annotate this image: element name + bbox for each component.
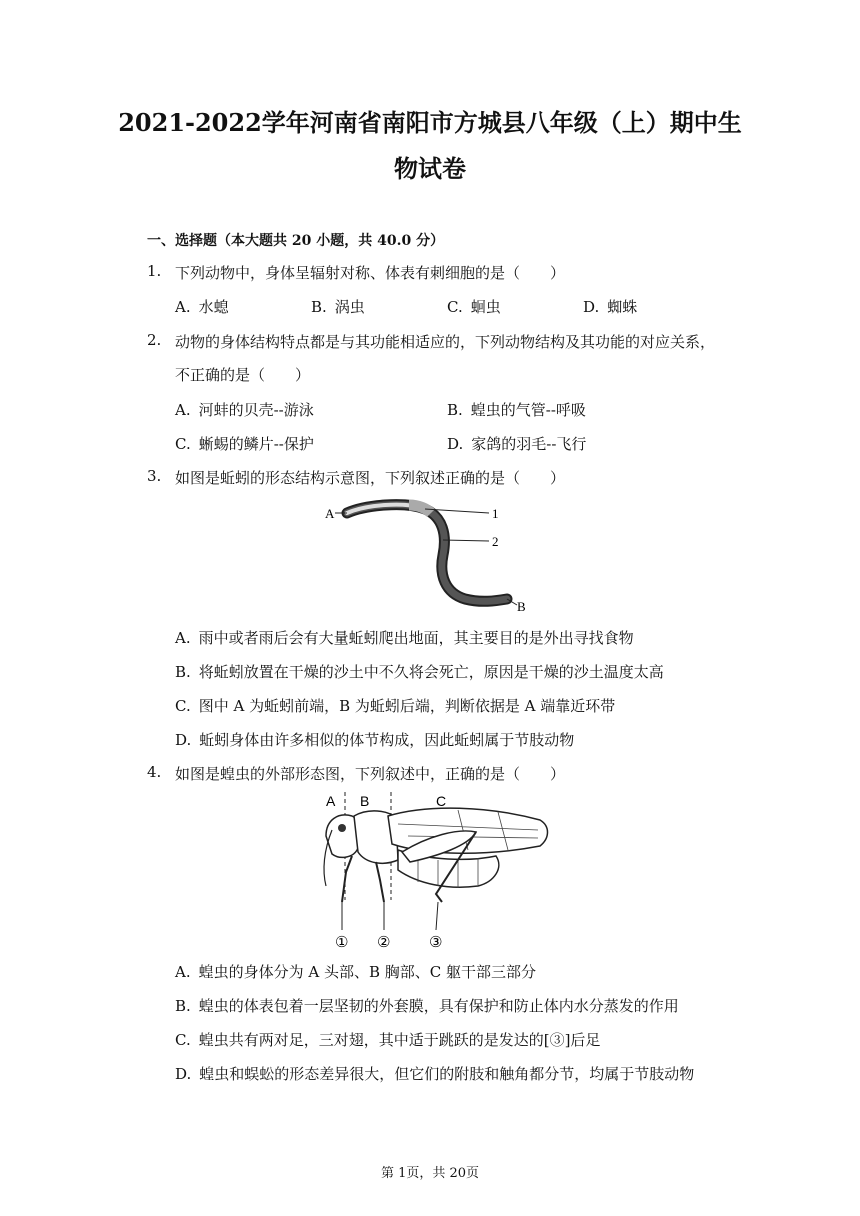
figure-label-circle-1: ① xyxy=(335,933,349,951)
option-b: B. 将蚯蚓放置在干燥的沙土中不久将会死亡，原因是干燥的沙土温度太高 xyxy=(175,663,664,681)
question-stem: 如图是蚯蚓的形态结构示意图，下列叙述正确的是（ ） xyxy=(175,469,566,487)
figure-label-circle-2: ② xyxy=(377,933,391,951)
question-number: 4. xyxy=(147,763,162,781)
question-stem: 如图是蝗虫的外部形态图，下列叙述中，正确的是（ ） xyxy=(175,765,566,783)
figure-label-a: A xyxy=(325,506,335,521)
option-b: B. 蝗虫的体表包着一层坚韧的外套膜，具有保护和防止体内水分蒸发的作用 xyxy=(175,997,679,1015)
option-a: A. 河蚌的贝壳--游泳 xyxy=(175,401,314,419)
option-d: D. 蜘蛛 xyxy=(583,298,638,316)
page-footer: 第 1页，共 20页 xyxy=(380,1166,480,1181)
question-stem-continued: 不正确的是（ ） xyxy=(175,366,311,384)
question-number: 2. xyxy=(147,331,162,349)
option-c: C. 蜥蜴的鳞片--保护 xyxy=(175,435,314,453)
page-title-line-1: 2021-2022学年河南省南阳市方城县八年级（上）期中生 xyxy=(118,108,742,137)
question-stem: 下列动物中，身体呈辐射对称、体表有刺细胞的是（ ） xyxy=(175,264,566,282)
figure-label-circle-3: ③ xyxy=(429,933,443,951)
figure-label-b: B xyxy=(360,793,370,809)
earthworm-figure xyxy=(325,495,535,615)
option-c: C. 蝗虫共有两对足，三对翅，其中适于跳跃的是发达的[③]后足 xyxy=(175,1031,601,1049)
option-c: C. 图中 A 为蚯蚓前端，B 为蚯蚓后端，判断依据是 A 端靠近环带 xyxy=(175,697,616,715)
option-b: B. 蝗虫的气管--呼吸 xyxy=(447,401,586,419)
figure-label-2: 2 xyxy=(492,534,499,549)
question-stem: 动物的身体结构特点都是与其功能相适应的，下列动物结构及其功能的对应关系， xyxy=(175,333,716,351)
question-number: 3. xyxy=(147,467,162,485)
grasshopper-figure xyxy=(318,790,558,952)
option-a: A. 雨中或者雨后会有大量蚯蚓爬出地面，其主要目的是外出寻找食物 xyxy=(175,629,634,647)
figure-label-b: B xyxy=(517,599,526,614)
figure-label-c: C xyxy=(436,793,447,809)
page-title-line-2: 物试卷 xyxy=(394,154,466,183)
option-c: C. 蛔虫 xyxy=(447,298,501,316)
figure-label-a: A xyxy=(326,793,336,809)
figure-label-1: 1 xyxy=(492,506,499,521)
option-a: A. 蝗虫的身体分为 A 头部、B 胸部、C 躯干部三部分 xyxy=(175,963,537,981)
question-number: 1. xyxy=(147,262,162,280)
option-d: D. 家鸽的羽毛--飞行 xyxy=(447,435,587,453)
option-b: B. 涡虫 xyxy=(311,298,365,316)
option-a: A. 水螅 xyxy=(175,298,229,316)
option-d: D. 蝗虫和蜈蚣的形态差异很大，但它们的附肢和触角都分节，均属于节肢动物 xyxy=(175,1065,695,1083)
option-d: D. 蚯蚓身体由许多相似的体节构成，因此蚯蚓属于节肢动物 xyxy=(175,731,575,749)
section-heading: 一、选择题（本大题共 20 小题，共 40.0 分） xyxy=(147,233,445,249)
